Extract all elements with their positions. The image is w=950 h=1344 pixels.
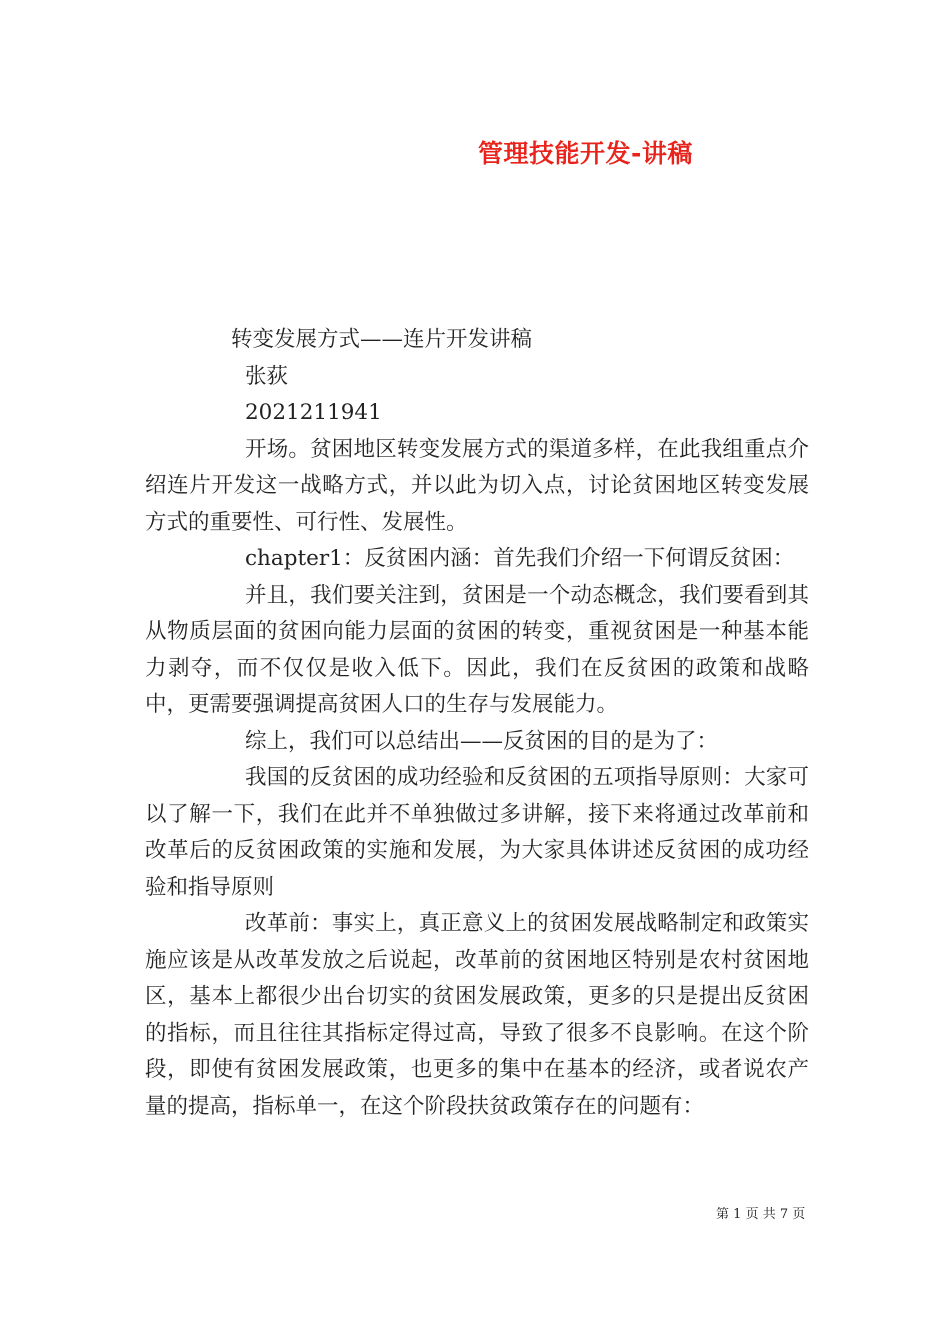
footer-middle: 页 共 bbox=[745, 1207, 776, 1222]
footer-current-page: 1 bbox=[733, 1207, 742, 1222]
author-paragraph: 张荻 bbox=[245, 363, 289, 389]
subtitle-paragraph: 转变发展方式——连片开发讲稿 bbox=[231, 327, 533, 352]
body-paragraph: chapter1：反贫困内涵：首先我们介绍一下何谓反贫困： bbox=[245, 546, 795, 571]
document-title: 管理技能开发-讲稿 bbox=[478, 139, 693, 168]
footer-total-pages: 7 bbox=[779, 1207, 789, 1222]
student-id-paragraph: 2021211941 bbox=[245, 400, 382, 425]
body-paragraph: 改革前：事实上，真正意义上的贫困发展战略制定和政策实施应该是从改革发放之后说起，改革前的贫困地区特别是农村贫困地区，基本上都很少出台切实的贫困发展政策，更多的只是提出反贫困的指标，而且往往其指标定得过高，导致了很多不良影响。在这个阶段，即使有贫困发展政策，也更多的集中在基本的经济，或者说农产量的提高，指标单一，在这个阶段扶贫政策存在的问题有： bbox=[145, 911, 809, 1119]
body-paragraph: 我国的反贫困的成功经验和反贫困的五项指导原则：大家可以了解一下，我们在此并不单独做过多讲解，接下来将通过改革前和改革后的反贫困政策的实施和发展，为大家具体讲述反贫困的成功经验和指导原则 bbox=[145, 765, 809, 900]
body-paragraph: 综上，我们可以总结出——反贫困的目的是为了： bbox=[245, 728, 719, 754]
document-body bbox=[145, 322, 809, 1125]
page-number-footer bbox=[716, 1203, 805, 1222]
footer-prefix: 第 bbox=[716, 1207, 730, 1222]
body-paragraph: 并且，我们要关注到，贫困是一个动态概念，我们要看到其从物质层面的贫困向能力层面的贫困的转变，重视贫困是一种基本能力剥夺，而不仅仅是收入低下。因此，我们在反贫困的政策和战略中，更需要强调提高贫困人口的生存与发展能力。 bbox=[145, 582, 809, 717]
footer-suffix: 页 bbox=[792, 1207, 806, 1222]
body-paragraph: 开场。贫困地区转变发展方式的渠道多样，在此我组重点介绍连片开发这一战略方式，并以此为切入点，讨论贫困地区转变发展方式的重要性、可行性、发展性。 bbox=[145, 436, 809, 535]
